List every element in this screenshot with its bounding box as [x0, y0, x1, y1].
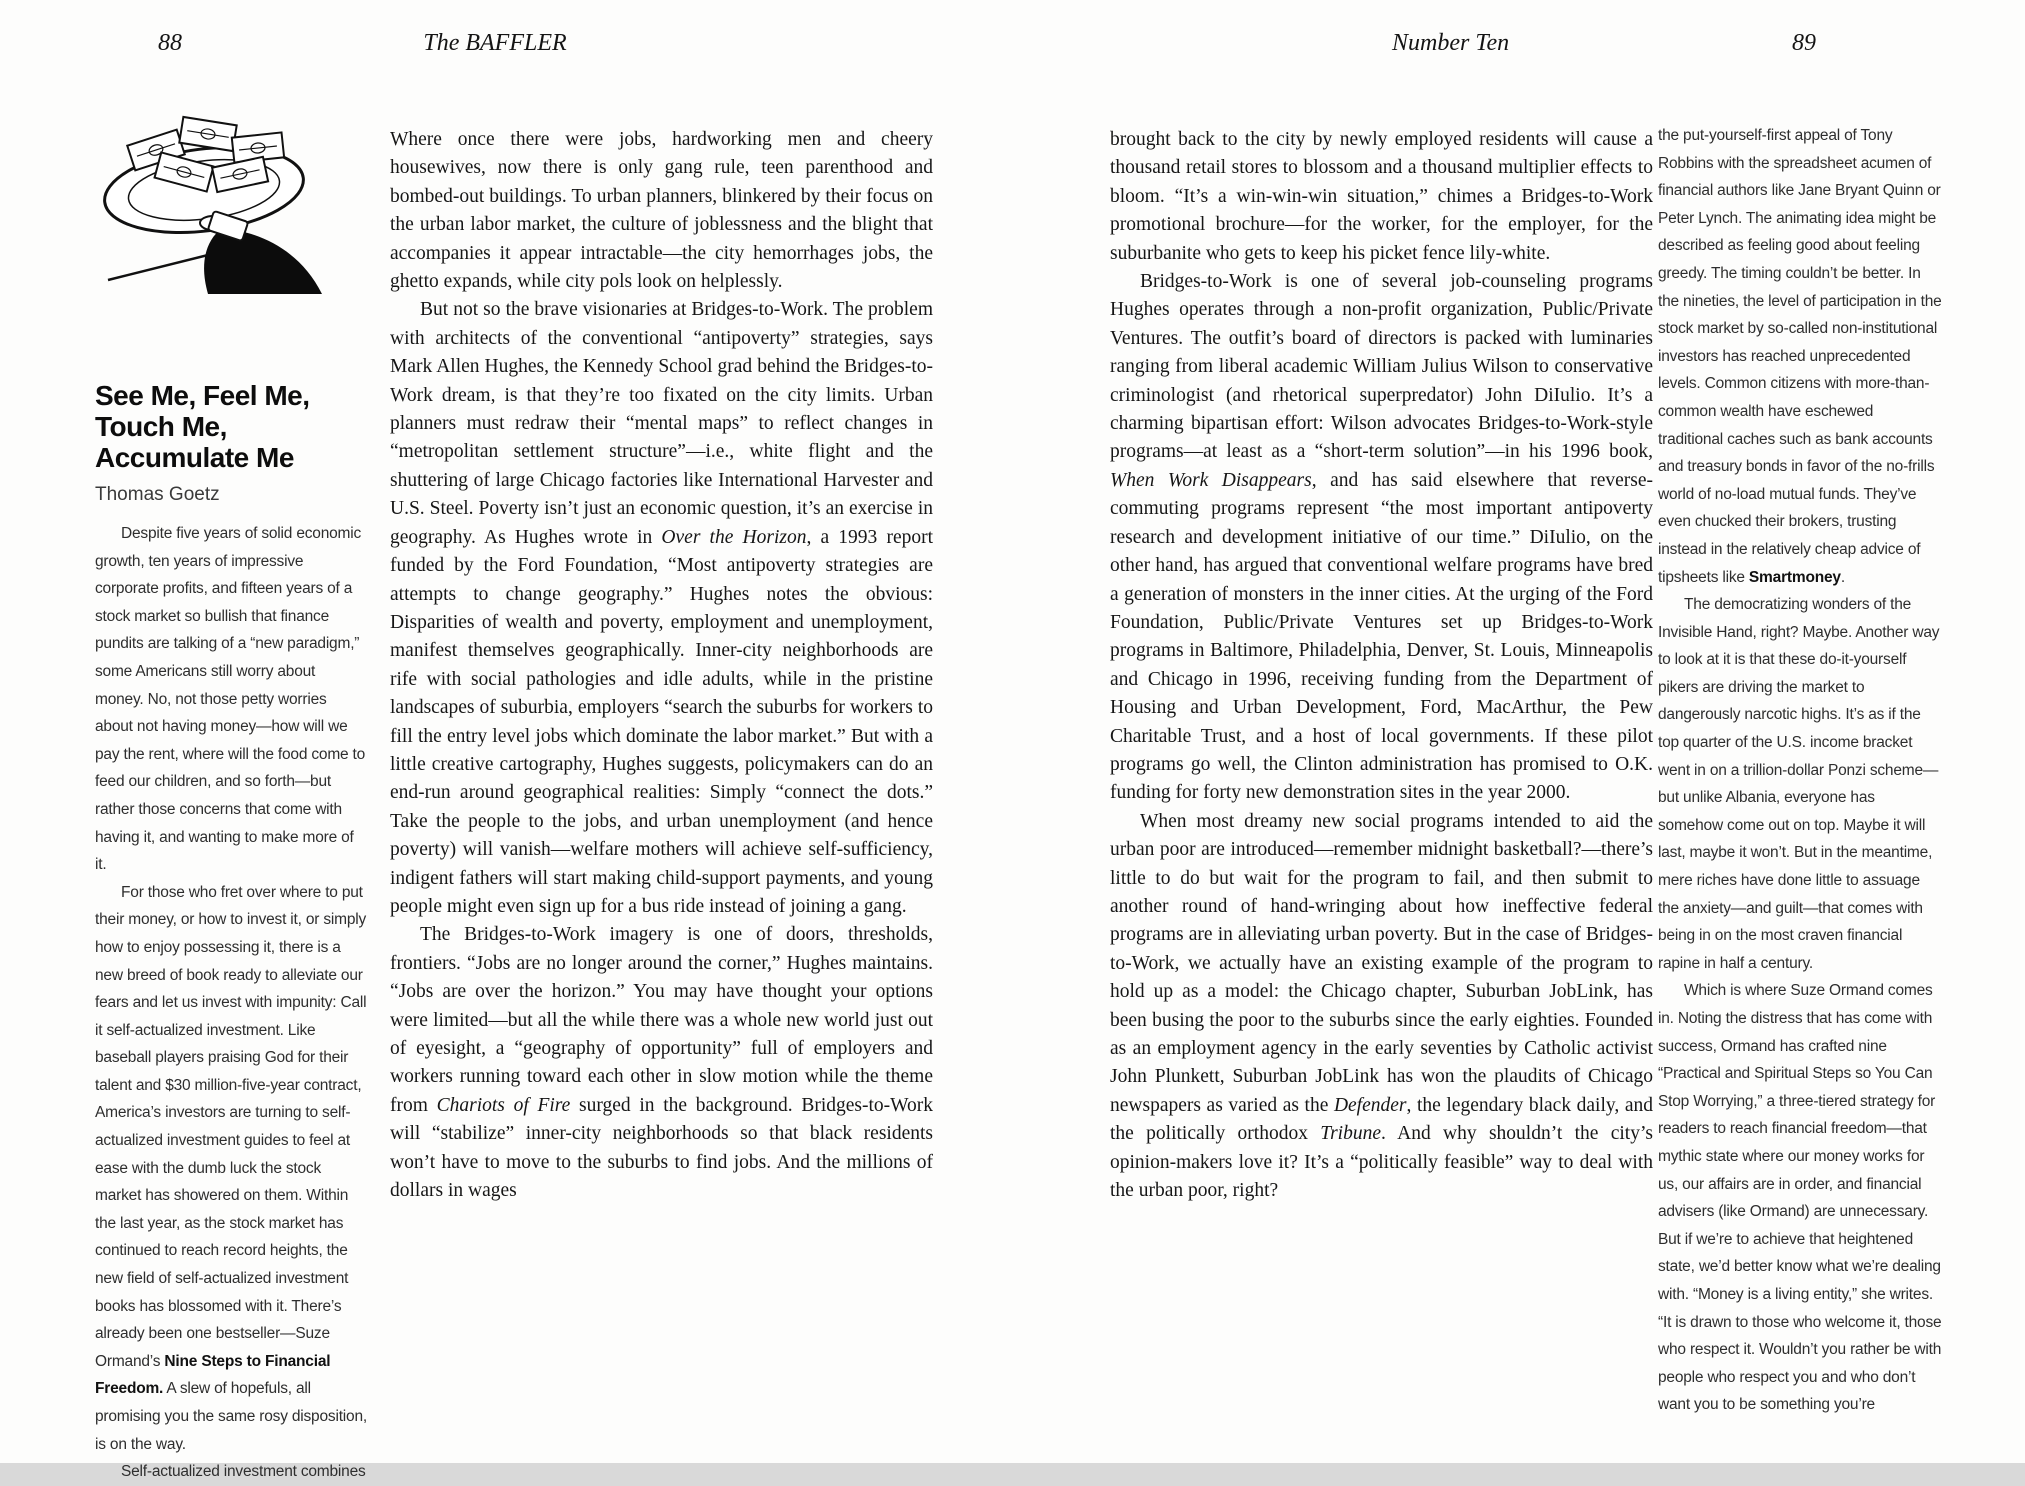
body-text: But not so the brave visionaries at Bridges-to-Work. The problem with architects of the conventional “antipoverty” strategies, says Mark Allen Hughes, the Kennedy School grad behind the Bridges-to-Work dream, is that they’re too fixated on the city limits. Urban planners must redraw their “mental maps” to reflect changes in “metropolitan settlement structure”—i.e., white flight and the shuttering of large Chicago factories like International Harvester and U.S. Steel. Poverty isn’t just an economic question, it’s an exercise in geography. As Hughes wrote in — [390, 299, 933, 548]
emphasized-text: Tribune — [1320, 1123, 1381, 1145]
illustration-svg — [92, 82, 340, 294]
body-text: , and has said elsewhere that reverse-commuting programs represent “the most important antipoverty research and development initiative of our time.” DiIulio, on the other hand, has argued that conventional welfare programs have bred a generation of monsters in the inner cities. At the urging of the Ford Foundation, Public/Private Ventures set up Bridges-to-Work programs in Baltimore, Philadelphia, Denver, St. Louis, Minneapolis and Chicago in 1996, receiving funding from the Department of Housing and Urban Development, Ford, MacArthur, the Pew Charitable Trust, and a host of local governments. If these pilot programs go well, the Clinton administration has promised to O.K. funding for forty new demonstration sites in the year 2000. — [1110, 469, 1653, 804]
body-text: surged in the background. Bridges-to-Work will “stabilize” inner-city neighborhoods so that black residents won’t have to move to the suburbs to find jobs. And the millions of dollars in wages — [390, 1094, 933, 1202]
body-text: For those who fret over where to put their money, or how to invest it, or simply how to enjoy possessing it, there is a new breed of book ready to alleviate our fears and let us invest with impunity: Call it self-actualized investment. Like baseball players praising God for their talent and $30 million-five-year contract, America’s investors are turning to self-actualized investment guides to feel at ease with the dumb luck the stock market has showered on them. Within the last year, as the stock market has continued to reach record heights, the new field of self-actualized investment books has blossomed with it. There’s already been one bestseller—Suze Ormand’s — [95, 883, 367, 1370]
paragraph — [1658, 591, 1942, 977]
emphasized-text: Nine Steps to Financial Freedom. — [95, 1352, 331, 1398]
left-running-title: The BAFFLER — [423, 30, 567, 56]
paragraph — [95, 520, 367, 879]
right-page-number: 89 — [1792, 30, 1816, 56]
article-headline: See Me, Feel Me, Touch Me, Accumulate Me — [95, 380, 310, 473]
body-text: The Bridges-to-Work imagery is one of doors, thresholds, frontiers. “Jobs are no longer around the corner,” Hughes maintains. “Jobs are over the horizon.” You may have thought your options were limited—but all the while there was a whole new world just out of eyesight, a “geography of opportunity” full of employers and workers running toward each other in slow motion while the theme from — [390, 924, 933, 1116]
body-text: brought back to the city by newly employed residents will cause a thousand retail stores to blossom and a thousand multiplier effects to bloom. “It’s a win-win-win situation,” chimes a Bridges-to-Work promotional brochure—for the worker, for the employer, for the suburbanite who gets to keep his picket fence lily-white. — [1110, 129, 1653, 264]
paragraph — [1110, 126, 1653, 268]
paragraph — [390, 126, 933, 296]
body-text: A slew of hopefuls, all promising you the same rosy disposition, is on the way. — [95, 1380, 367, 1453]
paragraph — [1658, 977, 1942, 1419]
left-page-main-column — [390, 126, 933, 1431]
right-sidebar-column — [1658, 122, 1942, 1463]
paragraph — [1110, 268, 1653, 808]
emphasized-text: When Work Disappears — [1110, 469, 1312, 491]
paragraph — [390, 921, 933, 1205]
paragraph — [1110, 808, 1653, 1206]
left-page-number: 88 — [158, 30, 182, 56]
body-text: the put-yourself-first appeal of Tony Robbins with the spreadsheet acumen of financial authors like Jane Bryant Quinn or Peter Lynch. The animating idea might be described as feeling good about feeling greedy. The timing couldn’t be better. In the nineties, the level of participation in the stock market by so-called non-institutional investors has reached unprecedented levels. Common citizens with more-than-common wealth have eschewed traditional caches such as bank accounts and treasury bonds in favor of the no-frills world of no-load mutual funds. They’ve even chucked their brokers, trusting instead in the relatively cheap advice of tipsheets like — [1658, 127, 1942, 586]
body-text: . And why shouldn’t the city’s opinion-makers love it? It’s a “politically feasible” way to deal with the urban poor, right? — [1110, 1123, 1653, 1202]
body-text: Bridges-to-Work is one of several job-counseling programs Hughes operates through a non-profit organization, Public/Private Ventures. The outfit’s board of directors is packed with luminaries ranging from liberal academic William Julius Wilson to conservative criminologist (and rhetorical superpredator) John DiIulio. It’s a charming bipartisan effort: Wilson advocates Bridges-to-Work-style programs—at least as a “short-term solution”—in his 1996 book, — [1110, 271, 1653, 463]
body-text: Where once there were jobs, hardworking men and cheery housewives, now there is only gang rule, teen parenthood and bombed-out buildings. To urban planners, blinkered by their focus on the urban labor market, the culture of joblessness and the blight that accompanies it appear intractable—the city hemorrhages jobs, the ghetto expands, while city pols look on helplessly. — [390, 129, 933, 293]
emphasized-text: Over the Horizon — [661, 526, 807, 548]
paragraph — [1658, 122, 1942, 591]
emphasized-text: Chariots of Fire — [436, 1094, 571, 1116]
paragraph — [95, 879, 367, 1458]
article-byline: Thomas Goetz — [95, 484, 220, 505]
body-text: . — [1840, 568, 1845, 586]
body-text: The democratizing wonders of the Invisible Hand, right? Maybe. Another way to look at it is that these do-it-yourself pikers are driving the market to dangerously narcotic highs. It’s as if the top quarter of the U.S. income bracket went in on a trillion-dollar Ponzi scheme—but unlike Albania, everyone has somehow come out on top. Maybe it will last, maybe it won’t. But in the meantime, mere riches have done little to assuage the anxiety—and guilt—that comes with being in on the most craven financial rapine in half a century. — [1658, 596, 1940, 972]
body-text: Which is where Suze Ormand comes in. Noting the distress that has come with success, Ormand has crafted nine “Practical and Spiritual Steps so You Can Stop Worrying,” a three-tiered strategy for readers to reach financial freedom—that mythic state where our money works for us, our affairs are in order, and financial advisers (like Ormand) are unnecessary. But if we’re to achieve that heightened state, we’d better know what we’re dealing with. “Money is a living entity,” she writes. “It is drawn to those who welcome it, those who respect it. Wouldn’t you rather be with people who respect you and who don’t want you to be something you’re — [1658, 982, 1942, 1414]
body-text: , a 1993 report funded by the Ford Foundation, “Most antipoverty strategies are attempts to change geography.” Hughes notes the obvious: Disparities of wealth and poverty, employment and unemployment, manifest themselves geographically. Inner-city neighborhoods are rife with social pathologies and idle adults, while in the pristine landscapes of suburbia, employers “search the suburbs for workers to fill the entry level jobs which dominate the labor market.” But with a little creative cartography, Hughes suggests, policymakers can do an end-run around geographical realities: Simply “connect the dots.” Take the people to the jobs, and urban unemployment (and hence poverty) will vanish—welfare mothers will achieve self-sufficiency, indigent fathers will start making child-support payments, and young people might even sign up for a bus ride instead of joining a gang. — [390, 526, 934, 917]
paragraph — [95, 1458, 367, 1486]
paragraph — [390, 296, 933, 921]
body-text: Self-actualized investment combines — [121, 1463, 366, 1481]
body-text: When most dreamy new social programs intended to aid the urban poor are introduced—remember midnight basketball?—there’s little to do but wait for the program to fail, and then submit to another round of hand-wringing about how ineffective federal programs are in alleviating urban poverty. But in the case of Bridges-to-Work, we actually have an existing example of the program to hold up as a model: the Chicago chapter, Suburban JobLink, has been busing the poor to the suburbs since the early eighties. Founded as an employment agency in the early seventies by Catholic activist John Plunkett, Suburban JobLink has won the plaudits of Chicago newspapers as varied as the — [1110, 810, 1653, 1116]
right-running-title: Number Ten — [1392, 30, 1510, 56]
left-sidebar-column — [95, 520, 367, 1481]
hand-serving-money-illustration — [92, 82, 340, 294]
body-text: Despite five years of solid economic growth, ten years of impressive corporate profits, and fifteen years of a stock market so bullish that finance pundits are talking of a “new paradigm,” some Americans still worry about money. No, not those petty worries about not having money—how will we pay the rent, where will the food come to feed our children, and so forth—but rather those concerns that come with having it, and wanting to make more of it. — [95, 525, 366, 874]
emphasized-text: Defender — [1333, 1094, 1407, 1116]
emphasized-text: Smartmoney — [1748, 568, 1841, 586]
body-text: , the legendary black daily, and the politically orthodox — [1110, 1094, 1653, 1145]
right-page-main-column — [1110, 126, 1653, 1431]
